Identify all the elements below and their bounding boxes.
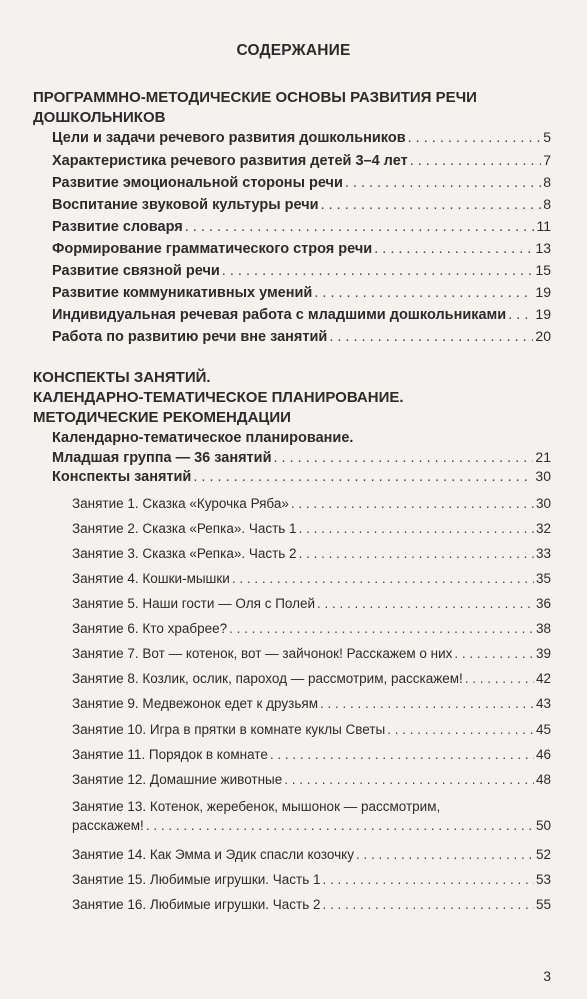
toc-entry-page: 33 [535,546,551,561]
toc-entry-label: Развитие связной речи [52,263,220,279]
toc-entry-label: Воспитание звуковой культуры речи [52,197,319,213]
toc-lesson-entry[interactable] [72,496,551,511]
toc-entry-label: Занятие 9. Медвежонок едет к друзьям [72,696,318,711]
toc-entry-page: 42 [535,671,551,686]
section2-heading-line2: КАЛЕНДАРНО-ТЕМАТИЧЕСКОЕ ПЛАНИРОВАНИЕ. [33,389,404,406]
toc-entry[interactable] [52,218,551,235]
toc-entry-label: Работа по развитию речи вне занятий [52,329,328,345]
toc-entry-page: 38 [535,621,551,636]
toc-leader-dots [270,747,534,762]
toc-leader-dots [323,897,534,912]
toc-lesson-entry[interactable] [72,571,551,586]
toc-entry-label: Развитие коммуникативных умений [52,285,313,301]
toc-lesson-entry[interactable] [72,772,551,787]
toc-lesson-entry[interactable] [72,621,551,636]
toc-entry-page: 36 [535,596,551,611]
toc-entry-label: Формирование грамматического строя речи [52,241,373,257]
section1-heading [33,88,477,128]
page-title: СОДЕРЖАНИЕ [236,42,351,59]
section1-heading-line2: ДОШКОЛЬНИКОВ [33,109,166,126]
toc-entry[interactable] [52,328,551,345]
toc-leader-dots [410,153,542,169]
toc-entry-page: 53 [535,872,551,887]
toc-entry-label: Характеристика речевого развития детей 3–4 лет [52,153,408,169]
toc-entry-page: 48 [535,772,551,787]
toc-leader-dots [284,772,534,787]
toc-entry-page: 11 [536,218,551,234]
toc-entry-page: 21 [535,449,551,465]
toc-entry[interactable] [52,129,551,146]
toc-leader-dots [274,450,534,466]
toc-entry-label: Занятие 5. Наши гости — Оля с Полей [72,596,316,611]
toc-entry[interactable] [52,284,551,301]
toc-leader-dots [317,596,534,611]
toc-leader-dots [454,646,534,661]
toc-entry-label: Конспекты занятий [52,469,192,485]
toc-leader-dots [314,285,533,301]
toc-entry-page: 20 [535,328,551,344]
toc-leader-dots [222,263,534,279]
toc-leader-dots [374,241,533,257]
toc-entry-page: 13 [535,240,551,256]
toc-lesson-entry[interactable] [72,696,551,711]
toc-entry-label: Занятие 2. Сказка «Репка». Часть 1 [72,521,297,536]
toc-entry-page: 46 [535,747,551,762]
toc-entry-label: Занятие 6. Кто храбрее? [72,621,228,636]
section1-heading-line1: ПРОГРАММНО-МЕТОДИЧЕСКИЕ ОСНОВЫ РАЗВИТИЯ РЕЧИ [33,89,477,106]
toc-entry-label: Цели и задачи речевого развития дошкольников [52,130,406,146]
toc-leader-dots [229,621,534,636]
toc-leader-dots [508,307,533,323]
toc-entry-page: 8 [543,196,551,212]
toc-leader-dots [146,818,534,833]
section2-heading [33,368,404,428]
toc-entry-label: Занятие 8. Козлик, ослик, пароход — рассмотрим, расскажем! [72,671,463,686]
toc-entry-page: 15 [535,262,551,278]
toc-lesson-entry[interactable] [72,521,551,536]
toc-subheading: Календарно-тематическое планирование. [52,430,354,446]
toc-leader-dots [291,496,534,511]
toc-leader-dots [185,219,535,235]
toc-lesson-entry[interactable] [72,596,551,611]
toc-leader-dots [356,847,534,862]
toc-leader-dots [232,571,534,586]
toc-entry-label: Занятие 12. Домашние животные [72,772,283,787]
toc-lesson-entry[interactable] [72,546,551,561]
toc-entry[interactable] [52,306,551,323]
toc-entry-label: Занятие 3. Сказка «Репка». Часть 2 [72,546,297,561]
toc-entry-label: Занятие 16. Любимые игрушки. Часть 2 [72,897,321,912]
toc-entry-page: 5 [543,129,551,145]
toc-entry-label: Занятие 1. Сказка «Курочка Ряба» [72,496,289,511]
toc-entry-page: 43 [535,696,551,711]
toc-entry-page: 30 [535,468,551,484]
toc-entry-page: 52 [535,847,551,862]
toc-leader-dots [320,696,534,711]
toc-leader-dots [193,469,533,485]
toc-leader-dots [321,197,542,213]
toc-leader-dots [345,175,541,191]
toc-entry[interactable] [52,174,551,191]
toc-lesson-entry[interactable] [72,646,551,661]
toc-entry-page: 19 [535,284,551,300]
toc-leader-dots [465,671,534,686]
toc-entry-label: Индивидуальная речевая работа с младшими дошкольниками [52,307,507,323]
toc-entry-page: 35 [535,571,551,586]
toc-entry-label: Развитие эмоциональной стороны речи [52,175,343,191]
toc-entry-label: Занятие 14. Как Эмма и Эдик спасли козочку [72,847,354,862]
toc-leader-dots [299,521,534,536]
page-number: 3 [543,968,551,984]
toc-entry-page: 7 [543,152,551,168]
section2-heading-line1: КОНСПЕКТЫ ЗАНЯТИЙ. [33,369,211,386]
toc-leader-dots [387,722,534,737]
toc-entry-label: Младшая группа — 36 занятий [52,450,272,466]
section2-heading-line3: МЕТОДИЧЕСКИЕ РЕКОМЕНДАЦИИ [33,409,291,426]
toc-leader-dots [299,546,534,561]
toc-entry-label: Занятие 4. Кошки-мышки [72,571,230,586]
toc-entry[interactable] [52,262,551,279]
toc-entry-page: 30 [535,496,551,511]
toc-entry-page: 19 [535,306,551,322]
toc-entry-page: 50 [535,818,551,833]
toc-entry-page: 45 [535,722,551,737]
toc-lesson-entry[interactable] [72,818,551,833]
toc-lesson-entry[interactable] [72,722,551,737]
toc-lesson-entry[interactable] [72,897,551,912]
toc-entry[interactable] [52,152,551,169]
toc-entry-label: Занятие 11. Порядок в комнате [72,747,268,762]
toc-entry-page: 8 [543,174,551,190]
toc-entry-label: расскажем! [72,818,144,833]
toc-leader-dots [329,329,533,345]
toc-entry-page: 39 [535,646,551,661]
toc-lesson-entry[interactable] [72,847,551,862]
toc-lesson-entry[interactable] [72,747,551,762]
toc-lesson-entry[interactable] [72,671,551,686]
toc-leader-dots [323,872,534,887]
toc-leader-dots [408,130,542,146]
toc-entry[interactable] [52,468,551,485]
toc-entry-label: Занятие 15. Любимые игрушки. Часть 1 [72,872,321,887]
toc-entry-label: Занятие 7. Вот — котенок, вот — зайчонок! Расскажем о них [72,646,453,661]
toc-entry[interactable] [52,449,551,466]
toc-entry-page: 55 [535,897,551,912]
toc-lesson-entry[interactable] [72,872,551,887]
toc-entry-label: Занятие 10. Игра в прятки в комнате куклы Светы [72,722,386,737]
toc-entry-label: Развитие словаря [52,219,183,235]
toc-lesson-entry-line1: Занятие 13. Котенок, жеребенок, мышонок — рассмотрим, [72,799,441,814]
toc-entry-page: 32 [535,521,551,536]
toc-entry[interactable] [52,196,551,213]
toc-entry[interactable] [52,240,551,257]
